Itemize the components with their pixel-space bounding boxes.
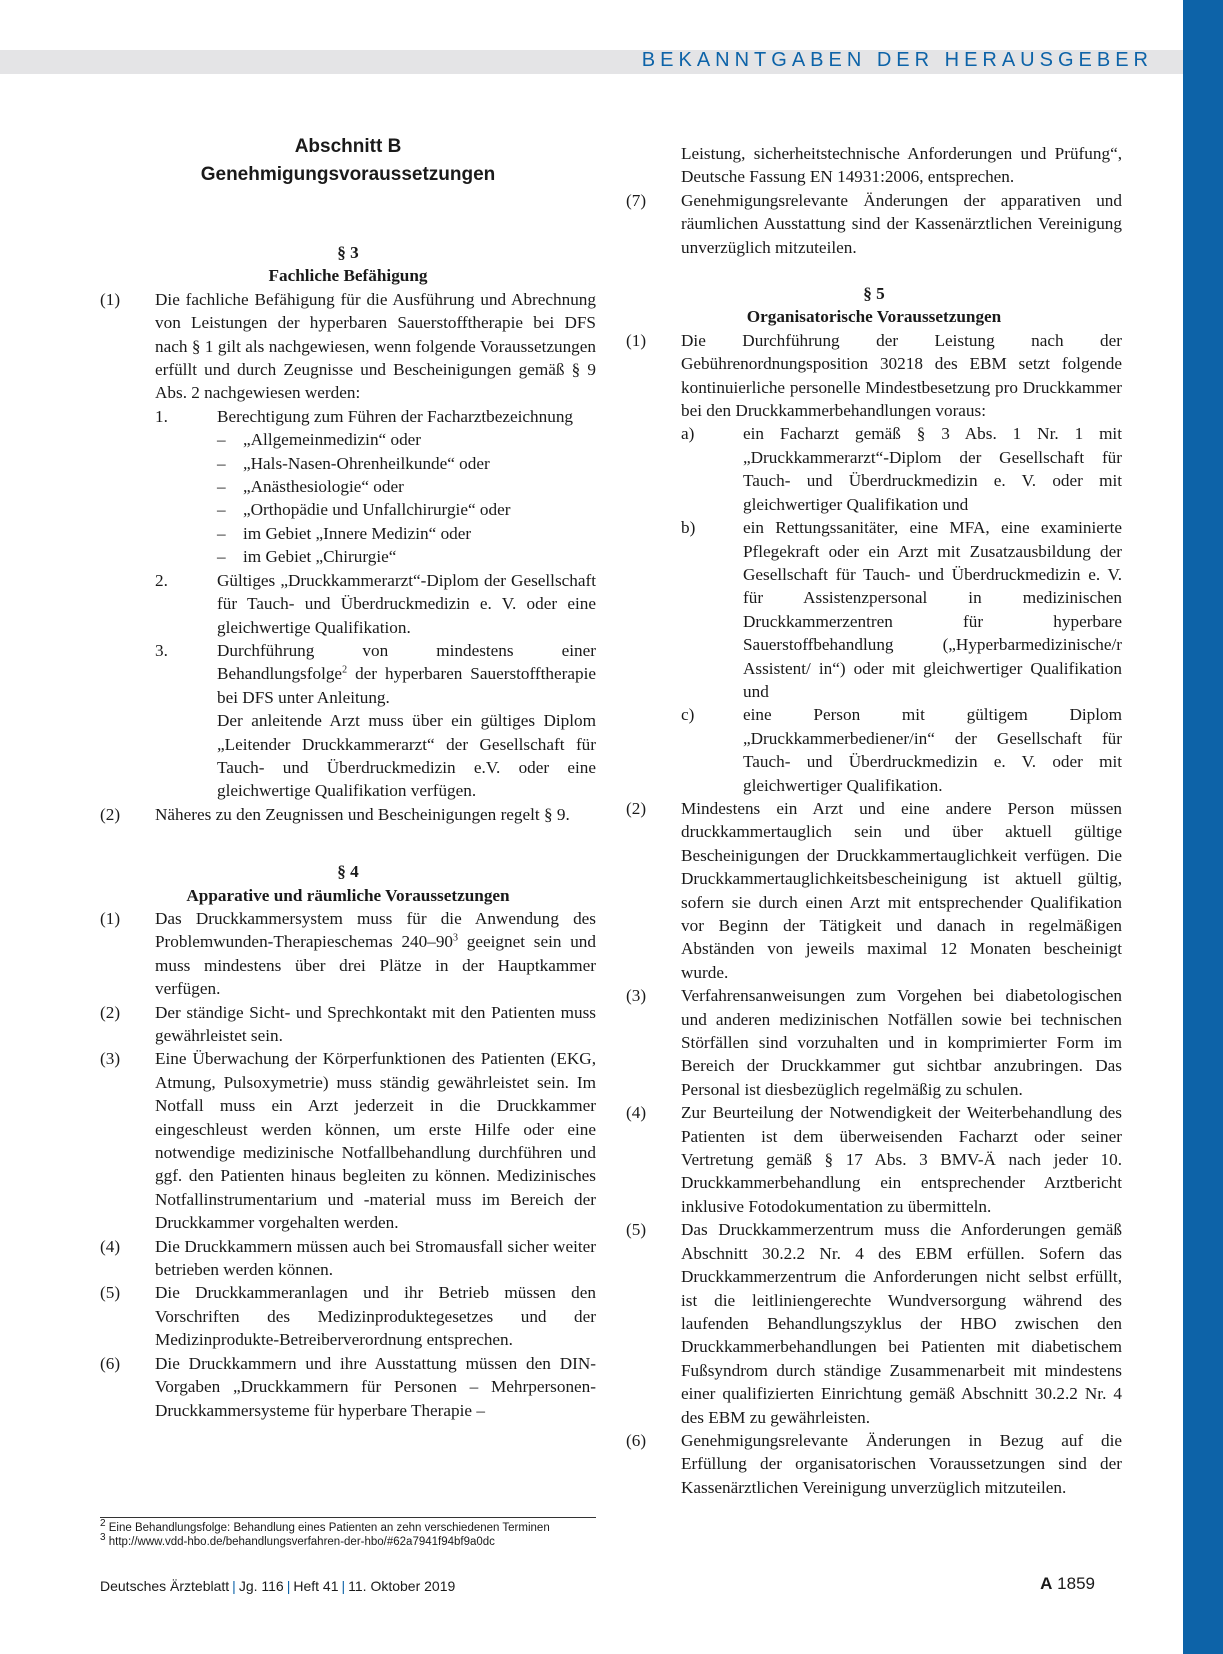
page-prefix: A xyxy=(1040,1574,1053,1593)
item-text: ein Rettungssanitäter, eine MFA, eine examinierte Pflegekraft oder ein Arzt mit Zusatzausbildung der Gesellschaft für Tauch- und Überdruckmedizin e. V. für Assistenzpersonal in medizinischen Druckkammerzentren für hyperbare Sauerstoffbehandlung („Hyperbarmedizinische/r Assistent/ in“) oder mit gleichwertiger Qualifikation und xyxy=(743,518,1122,701)
list-item xyxy=(681,703,1122,797)
item-text-part: Durchführung von mindestens einer Behandlungsfolge xyxy=(217,640,596,684)
item-number: 1. xyxy=(155,406,168,426)
item-text: Die Durchführung der Leistung nach der Gebührenordnungsposition 30218 des EBM setzt folgende kontinuierliche personelle Mindestbesetzung pro Druckkammer bei den Druckkammerbehandlungen voraus: xyxy=(681,330,1122,421)
footnotes xyxy=(100,1517,596,1549)
paragraph-item xyxy=(100,288,596,405)
item-number: (2) xyxy=(100,804,121,824)
issue-date: 11. Oktober 2019 xyxy=(348,1578,456,1594)
dash-mark: – xyxy=(217,430,226,450)
item-letter: a) xyxy=(681,424,695,444)
paragraph-item xyxy=(626,1429,1122,1499)
dash-text: im Gebiet „Chirurgie“ xyxy=(243,547,397,567)
list-item xyxy=(681,516,1122,703)
list-item xyxy=(155,405,596,428)
issue: Heft 41 xyxy=(293,1578,339,1594)
paragraph-item xyxy=(100,1001,596,1048)
item-text: Näheres zu den Zeugnissen und Bescheinigungen regelt § 9. xyxy=(155,804,570,824)
item-text: eine Person mit gültigem Diplom „Druckkammerbediener/in“ der Gesellschaft für Tauch- und Überdruckmedizin e. V. oder mit gleichwertiger Qualifikation. xyxy=(743,705,1122,795)
item-text: Zur Beurteilung der Notwendigkeit der Weiterbehandlung des Patienten ist dem überweisenden Facharzt oder seiner Vertretung gemäß § 17 Abs. 3 BMV-Ä nach jeder 10. Druckkammerbehandlung ein entsprechender Arztbericht inklusive Fotodokumentation zu übermitteln. xyxy=(681,1103,1122,1216)
footnote-mark: 2 xyxy=(100,1518,106,1530)
item-text: Das Druckkammerzentrum muss die Anforderungen gemäß Abschnitt 30.2.2 Nr. 4 des EBM erfüllen. Sofern das Druckkammerzentrum die Anforderungen nicht selbst erfüllt, ist die leitliniengerechte Wundversorgung während des laufenden Behandlungszyklus der HBO zwischen den Druckkammerbehandlungen bei Patienten mit diabetischem Fußsyndrom durch ständige Zusammenarbeit mit mindestens einer qualifizierten Einrichtung gemäß Abschnitt 30.2.2 Nr. 4 des EBM zu gewährleisten. xyxy=(681,1220,1122,1427)
footnote-text: Eine Behandlungsfolge: Behandlung eines Patienten an zehn verschiedenen Terminen xyxy=(108,1522,550,1534)
paragraph-item xyxy=(626,1218,1122,1429)
item-number: (3) xyxy=(626,986,647,1006)
separator: | xyxy=(341,1578,346,1594)
item-number: (1) xyxy=(626,330,647,350)
paragraph-item xyxy=(100,1352,596,1422)
item-text-part: geeignet sein und muss mindestens über drei Plätze in der Hauptkammer verfügen. xyxy=(155,932,596,999)
item-text: Die fachliche Befähigung für die Ausführung und Abrechnung von Leistungen der hyperbaren Sauerstofftherapie bei DFS nach § 1 gilt als nachgewiesen, wenn folgende Voraussetzungen erfüllt und durch Zeugnisse und Bescheinigungen gemäß § 9 Abs. 2 nachgewiesen werden: xyxy=(155,289,596,403)
item-number: (6) xyxy=(626,1430,647,1450)
section-header-title: BEKANNTGABEN DER HERAUSGEBER xyxy=(641,49,1153,71)
paragraph-number: § 3 xyxy=(337,243,359,262)
item-number: (6) xyxy=(100,1353,121,1373)
item-number: 2. xyxy=(155,570,168,590)
paragraph-item xyxy=(100,1235,596,1282)
dash-mark: – xyxy=(217,523,226,543)
item-number: (7) xyxy=(626,190,647,210)
page-number-value: 1859 xyxy=(1057,1574,1095,1593)
item-text: Genehmigungsrelevante Änderungen der apparativen und räumlichen Ausstattung sind der Kassenärztlichen Vereinigung unverzüglich mitzuteilen. xyxy=(681,190,1122,257)
item-number: (4) xyxy=(100,1236,121,1256)
paragraph-item xyxy=(100,907,596,1001)
paragraph-title: Organisatorische Voraussetzungen xyxy=(746,307,1002,327)
paragraph-item xyxy=(100,1281,596,1351)
paragraph-item xyxy=(626,984,1122,1101)
paragraph-title: Apparative und räumliche Voraussetzungen xyxy=(186,885,510,905)
item-number: (4) xyxy=(626,1103,647,1123)
paragraph-title: Fachliche Befähigung xyxy=(268,266,428,286)
dash-text: „Hals-Nasen-Ohrenheilkunde“ oder xyxy=(243,453,490,473)
item-text-continued: Leistung, sicherheitstechnische Anforderungen und Prüfung“, Deutsche Fassung EN 14931:2006, entsprechen. xyxy=(681,144,1122,187)
item-letter: c) xyxy=(681,705,695,725)
dash-item xyxy=(217,475,596,498)
dash-item xyxy=(217,545,596,568)
dash-text: „Allgemeinmedizin“ oder xyxy=(243,430,422,450)
item-text: Berechtigung zum Führen der Facharztbezeichnung xyxy=(217,406,574,426)
footnote-ref: 3 xyxy=(453,932,459,944)
page-footer xyxy=(100,1578,455,1594)
left-column xyxy=(100,0,596,1422)
paragraph-item xyxy=(626,142,1122,189)
paragraph-item xyxy=(626,1101,1122,1218)
paragraph-item xyxy=(626,189,1122,259)
section-title: Genehmigungsvoraussetzungen xyxy=(200,164,496,185)
item-number: (2) xyxy=(100,1002,121,1022)
dash-mark: – xyxy=(217,547,226,567)
item-letter: b) xyxy=(681,518,696,538)
item-number: 3. xyxy=(155,640,168,660)
footnote xyxy=(100,1532,596,1549)
paragraph-number: § 4 xyxy=(337,862,359,882)
paragraph-number: § 5 xyxy=(863,284,885,304)
dash-text: „Anästhesiologie“ oder xyxy=(243,477,404,497)
paragraph-item xyxy=(626,329,1122,423)
right-column xyxy=(626,0,1122,1499)
item-text: Mindestens ein Arzt und eine andere Person müssen druckkammertauglich sein und über aktuell gültige Bescheinigungen der Druckkammertauglichkeit verfügen. Die Druckkammertauglichkeitsbescheinigung ist aktuell gültig, sofern sie durch einen Arzt mit entsprechender Qualifikation vor Beginn der Tätigkeit und danach in regelmäßigen Abständen von jeweils maximal 12 Monaten bescheinigt wurde. xyxy=(681,798,1122,982)
item-text-part: Der anleitende Arzt muss über ein gültiges Diplom „Leitender Druckkammerarzt“ der Gesellschaft für Tauch- und Überdruckmedizin e.V. oder eine gleichwertige Qualifikation verfügen. xyxy=(217,711,596,801)
dash-item xyxy=(217,522,596,545)
item-text-part: Das Druckkammersystem muss für die Anwendung des Problemwunden-Therapieschemas 240–90 xyxy=(155,908,596,952)
paragraph-item xyxy=(100,1047,596,1234)
footnote xyxy=(100,1518,596,1535)
dash-item xyxy=(217,498,596,521)
item-text xyxy=(155,907,596,1001)
volume: Jg. 116 xyxy=(238,1578,284,1594)
item-text: Der ständige Sicht- und Sprechkontakt mit den Patienten muss gewährleistet sein. xyxy=(155,1002,596,1045)
page-number xyxy=(1040,1574,1095,1594)
item-number: (1) xyxy=(100,289,121,309)
item-text: Eine Überwachung der Körperfunktionen des Patienten (EKG, Atmung, Pulsoxymetrie) muss ständig gewährleistet sein. Im Notfall muss ein Arzt jederzeit in die Druckkammer eingeschleust werden können, um erste Hilfe oder eine notwendige medizinische Notfallbehandlung durchführen und ggf. den Patienten hinaus begleiten zu können. Medizinisches Notfallinstrumentarium und -material muss im Bereich der Druckkammer vorgehalten werden. xyxy=(155,1049,596,1233)
item-text: Die Druckkammern müssen auch bei Stromausfall sicher weiter betrieben werden können. xyxy=(155,1236,596,1280)
list-item xyxy=(681,422,1122,516)
item-text: ein Facharzt gemäß § 3 Abs. 1 Nr. 1 mit „Druckkammerarzt“-Diplom der Gesellschaft für Tauch- und Überdruckmedizin e. V. oder mit gleichwertiger Qualifikation und xyxy=(743,424,1122,514)
separator: | xyxy=(232,1578,236,1594)
footnote-link[interactable]: http://www.vdd-hbo.de/behandlungsverfahren-der-hbo/#62a7941f94bf9a0dc xyxy=(108,1536,495,1548)
list-item xyxy=(155,639,596,803)
dash-mark: – xyxy=(217,500,226,520)
dash-mark: – xyxy=(217,477,226,497)
item-number: (3) xyxy=(100,1049,121,1069)
item-number: (5) xyxy=(100,1283,121,1303)
item-number: (5) xyxy=(626,1220,647,1240)
separator: | xyxy=(286,1578,291,1594)
item-text xyxy=(217,639,596,803)
item-text: Genehmigungsrelevante Änderungen in Bezug auf die Erfüllung der organisatorischen Voraussetzungen sind der Kassenärztlichen Vereinigung unverzüglich mitzuteilen. xyxy=(681,1430,1122,1497)
dash-item xyxy=(217,452,596,475)
item-number: (1) xyxy=(100,908,121,928)
item-text-part: der hyperbaren Sauerstofftherapie bei DFS unter Anleitung. xyxy=(217,664,596,707)
footnote-ref: 2 xyxy=(342,664,348,676)
section-label: Abschnitt B xyxy=(294,136,402,157)
item-text: Gültiges „Druckkammerarzt“-Diplom der Gesellschaft für Tauch- und Überdruckmedizin e. V. oder eine gleichwertige Qualifikation. xyxy=(217,570,596,637)
item-text: Verfahrensanweisungen zum Vorgehen bei diabetologischen und anderen medizinischen Notfällen sowie bei technischen Störfällen sind vorzuhalten und in komprimierter Form im Bereich der Druckkammer gut sichtbar anzubringen. Das Personal ist diesbezüglich regelmäßig zu schulen. xyxy=(681,986,1122,1099)
item-number: (2) xyxy=(626,798,647,818)
paragraph-item xyxy=(100,803,596,826)
dash-mark: – xyxy=(217,453,226,473)
right-color-bar xyxy=(1183,0,1223,1654)
item-text: Die Druckkammeranlagen und ihr Betrieb müssen den Vorschriften des Medizinproduktegesetzes und der Medizinprodukte-Betreiberverordnung entsprechen. xyxy=(155,1283,596,1350)
journal-name: Deutsches Ärzteblatt xyxy=(100,1578,230,1594)
dash-item xyxy=(217,428,596,451)
item-text: Die Druckkammern und ihre Ausstattung müssen den DIN-Vorgaben „Druckkammern für Personen – Mehrpersonen-Druckkammersysteme für hyperbare Therapie – xyxy=(155,1353,596,1420)
dash-text: im Gebiet „Innere Medizin“ oder xyxy=(243,523,472,543)
paragraph-item xyxy=(626,797,1122,984)
dash-text: „Orthopädie und Unfallchirurgie“ oder xyxy=(243,500,511,520)
list-item xyxy=(155,569,596,639)
footnote-mark: 3 xyxy=(100,1532,106,1544)
